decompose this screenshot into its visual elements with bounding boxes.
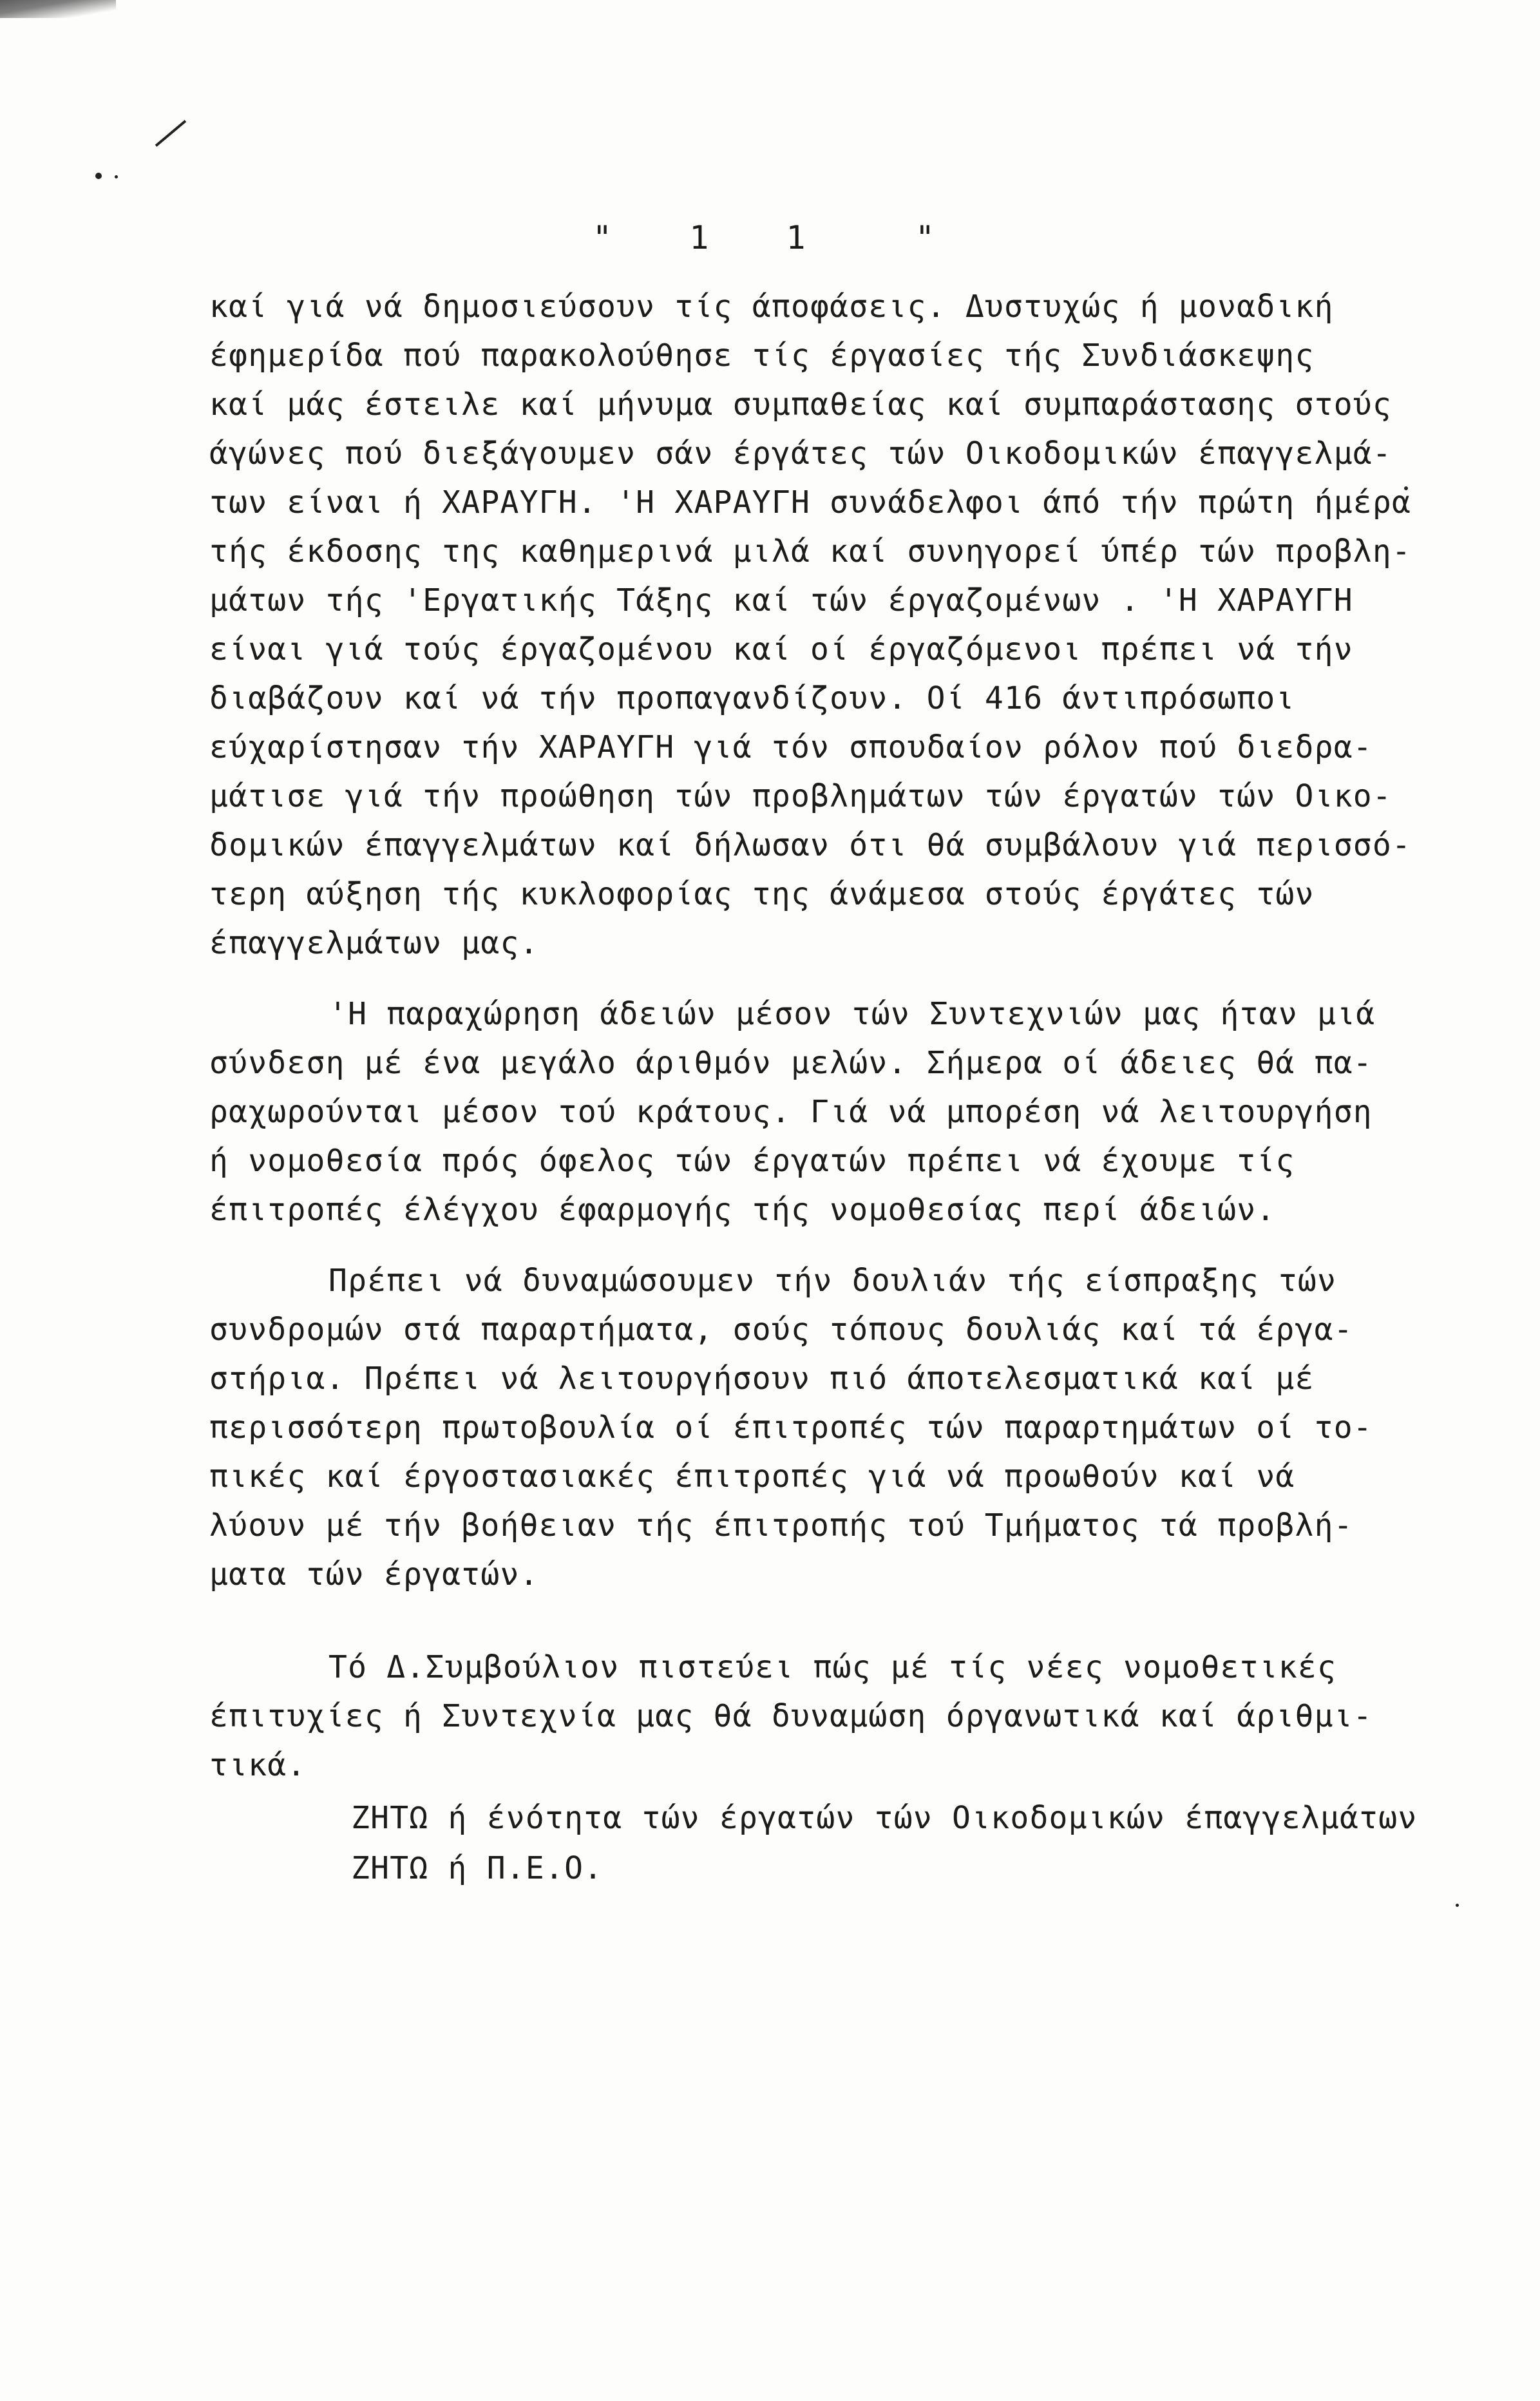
text-line: ή νομοθεσία πρός όφελος τών έργατών πρέπει νά έχουμε τίς bbox=[209, 1143, 1295, 1179]
text-line: έφημερίδα πού παρακολούθησε τίς έργασίες τής Συνδιάσκεψης bbox=[209, 338, 1315, 374]
slogan-line: ΖΗΤΩ ή Π.Ε.Ο. bbox=[351, 1850, 604, 1886]
text-line: είναι γιά τούς έργαζομένου καί οί έργαζόμενοι πρέπει νά τήν bbox=[209, 631, 1353, 667]
scan-edge-shadow bbox=[0, 0, 116, 18]
text-line: συνδρομών στά παραρτήματα, σούς τόπους δουλιάς καί τά έργα- bbox=[209, 1312, 1353, 1348]
paragraph-start-line: Πρέπει νά δυναμώσουμεν τήν δουλιάν τής είσπραξης τών bbox=[328, 1263, 1337, 1299]
text-line: τικά. bbox=[209, 1747, 307, 1783]
text-line: έπιτροπές έλέγχου έφαρμογής τής νομοθεσίας περί άδειών. bbox=[209, 1192, 1276, 1228]
pen-mark bbox=[155, 120, 187, 147]
text-line: περισσότερη πρωτοβουλία οί έπιτροπές τών παραρτημάτων οί το- bbox=[209, 1410, 1373, 1446]
paragraph-start-line: 'Η παραχώρηση άδειών μέσον τών Συντεχνιών μας ήταν μιά bbox=[328, 996, 1376, 1032]
paragraph-start-line: Τό Δ.Συμβούλιον πιστεύει πώς μέ τίς νέες νομοθετικές bbox=[328, 1649, 1337, 1685]
ink-speck bbox=[95, 173, 102, 179]
text-line: άγώνες πού διεξάγουμεν σάν έργάτες τών Οικοδομικών έπαγγελμά- bbox=[209, 435, 1393, 472]
text-line: στήρια. Πρέπει νά λειτουργήσουν πιό άποτελεσματικά καί μέ bbox=[209, 1361, 1315, 1397]
text-line: ραχωρούνται μέσον τού κράτους. Γιά νά μπορέση νά λειτουργήση bbox=[209, 1094, 1373, 1130]
text-line: καί γιά νά δημοσιεύσουν τίς άποφάσεις. Δυστυχώς ή μοναδική bbox=[209, 289, 1334, 325]
text-line: δομικών έπαγγελμάτων καί δήλωσαν ότι θά συμβάλουν γιά περισσό- bbox=[209, 827, 1412, 863]
ink-speck bbox=[1456, 1904, 1459, 1907]
text-line: καί μάς έστειλε καί μήνυμα συμπαθείας καί συμπαράστασης στούς bbox=[209, 387, 1393, 423]
text-line: μάτισε γιά τήν προώθηση τών προβλημάτων τών έργατών τών Οικο- bbox=[209, 778, 1393, 814]
text-line: μάτων τής 'Εργατικής Τάξης καί τών έργαζομένων . 'Η ΧΑΡΑΥΓΗ bbox=[209, 582, 1353, 618]
text-line: τής έκδοσης της καθημερινά μιλά καί συνηγορεί ύπέρ τών προβλη- bbox=[209, 533, 1412, 569]
text-line: των είναι ή ΧΑΡΑΥΓΗ. 'Η ΧΑΡΑΥΓΗ συνάδελφοι άπό τήν πρώτη ήμέρα bbox=[209, 484, 1412, 521]
text-line: τερη αύξηση τής κυκλοφορίας της άνάμεσα στούς έργάτες τών bbox=[209, 876, 1315, 912]
text-line: διαβάζουν καί νά τήν προπαγανδίζουν. Οί 416 άντιπρόσωποι bbox=[209, 680, 1295, 716]
text-line: λύουν μέ τήν βοήθειαν τής έπιτροπής τού Τμήματος τά προβλή- bbox=[209, 1507, 1353, 1544]
text-line: έπιτυχίες ή Συντεχνία μας θά δυναμώση όργανωτικά καί άριθμι- bbox=[209, 1698, 1373, 1734]
text-line: πικές καί έργοστασιακές έπιτροπές γιά νά προωθούν καί νά bbox=[209, 1459, 1295, 1495]
text-line: ματα τών έργατών. bbox=[209, 1556, 539, 1593]
text-line: σύνδεση μέ ένα μεγάλο άριθμόν μελών. Σήμερα οί άδειες θά πα- bbox=[209, 1045, 1373, 1081]
page-number: " 1 1 " bbox=[592, 219, 948, 256]
slogan-line: ΖΗΤΩ ή ένότητα τών έργατών τών Οικοδομικών έπαγγελμάτων bbox=[351, 1800, 1418, 1836]
text-line: εύχαρίστησαν τήν ΧΑΡΑΥΓΗ γιά τόν σπουδαίον ρόλον πού διεδρα- bbox=[209, 729, 1373, 765]
ink-speck bbox=[115, 175, 118, 178]
text-line: έπαγγελμάτων μας. bbox=[209, 925, 539, 961]
